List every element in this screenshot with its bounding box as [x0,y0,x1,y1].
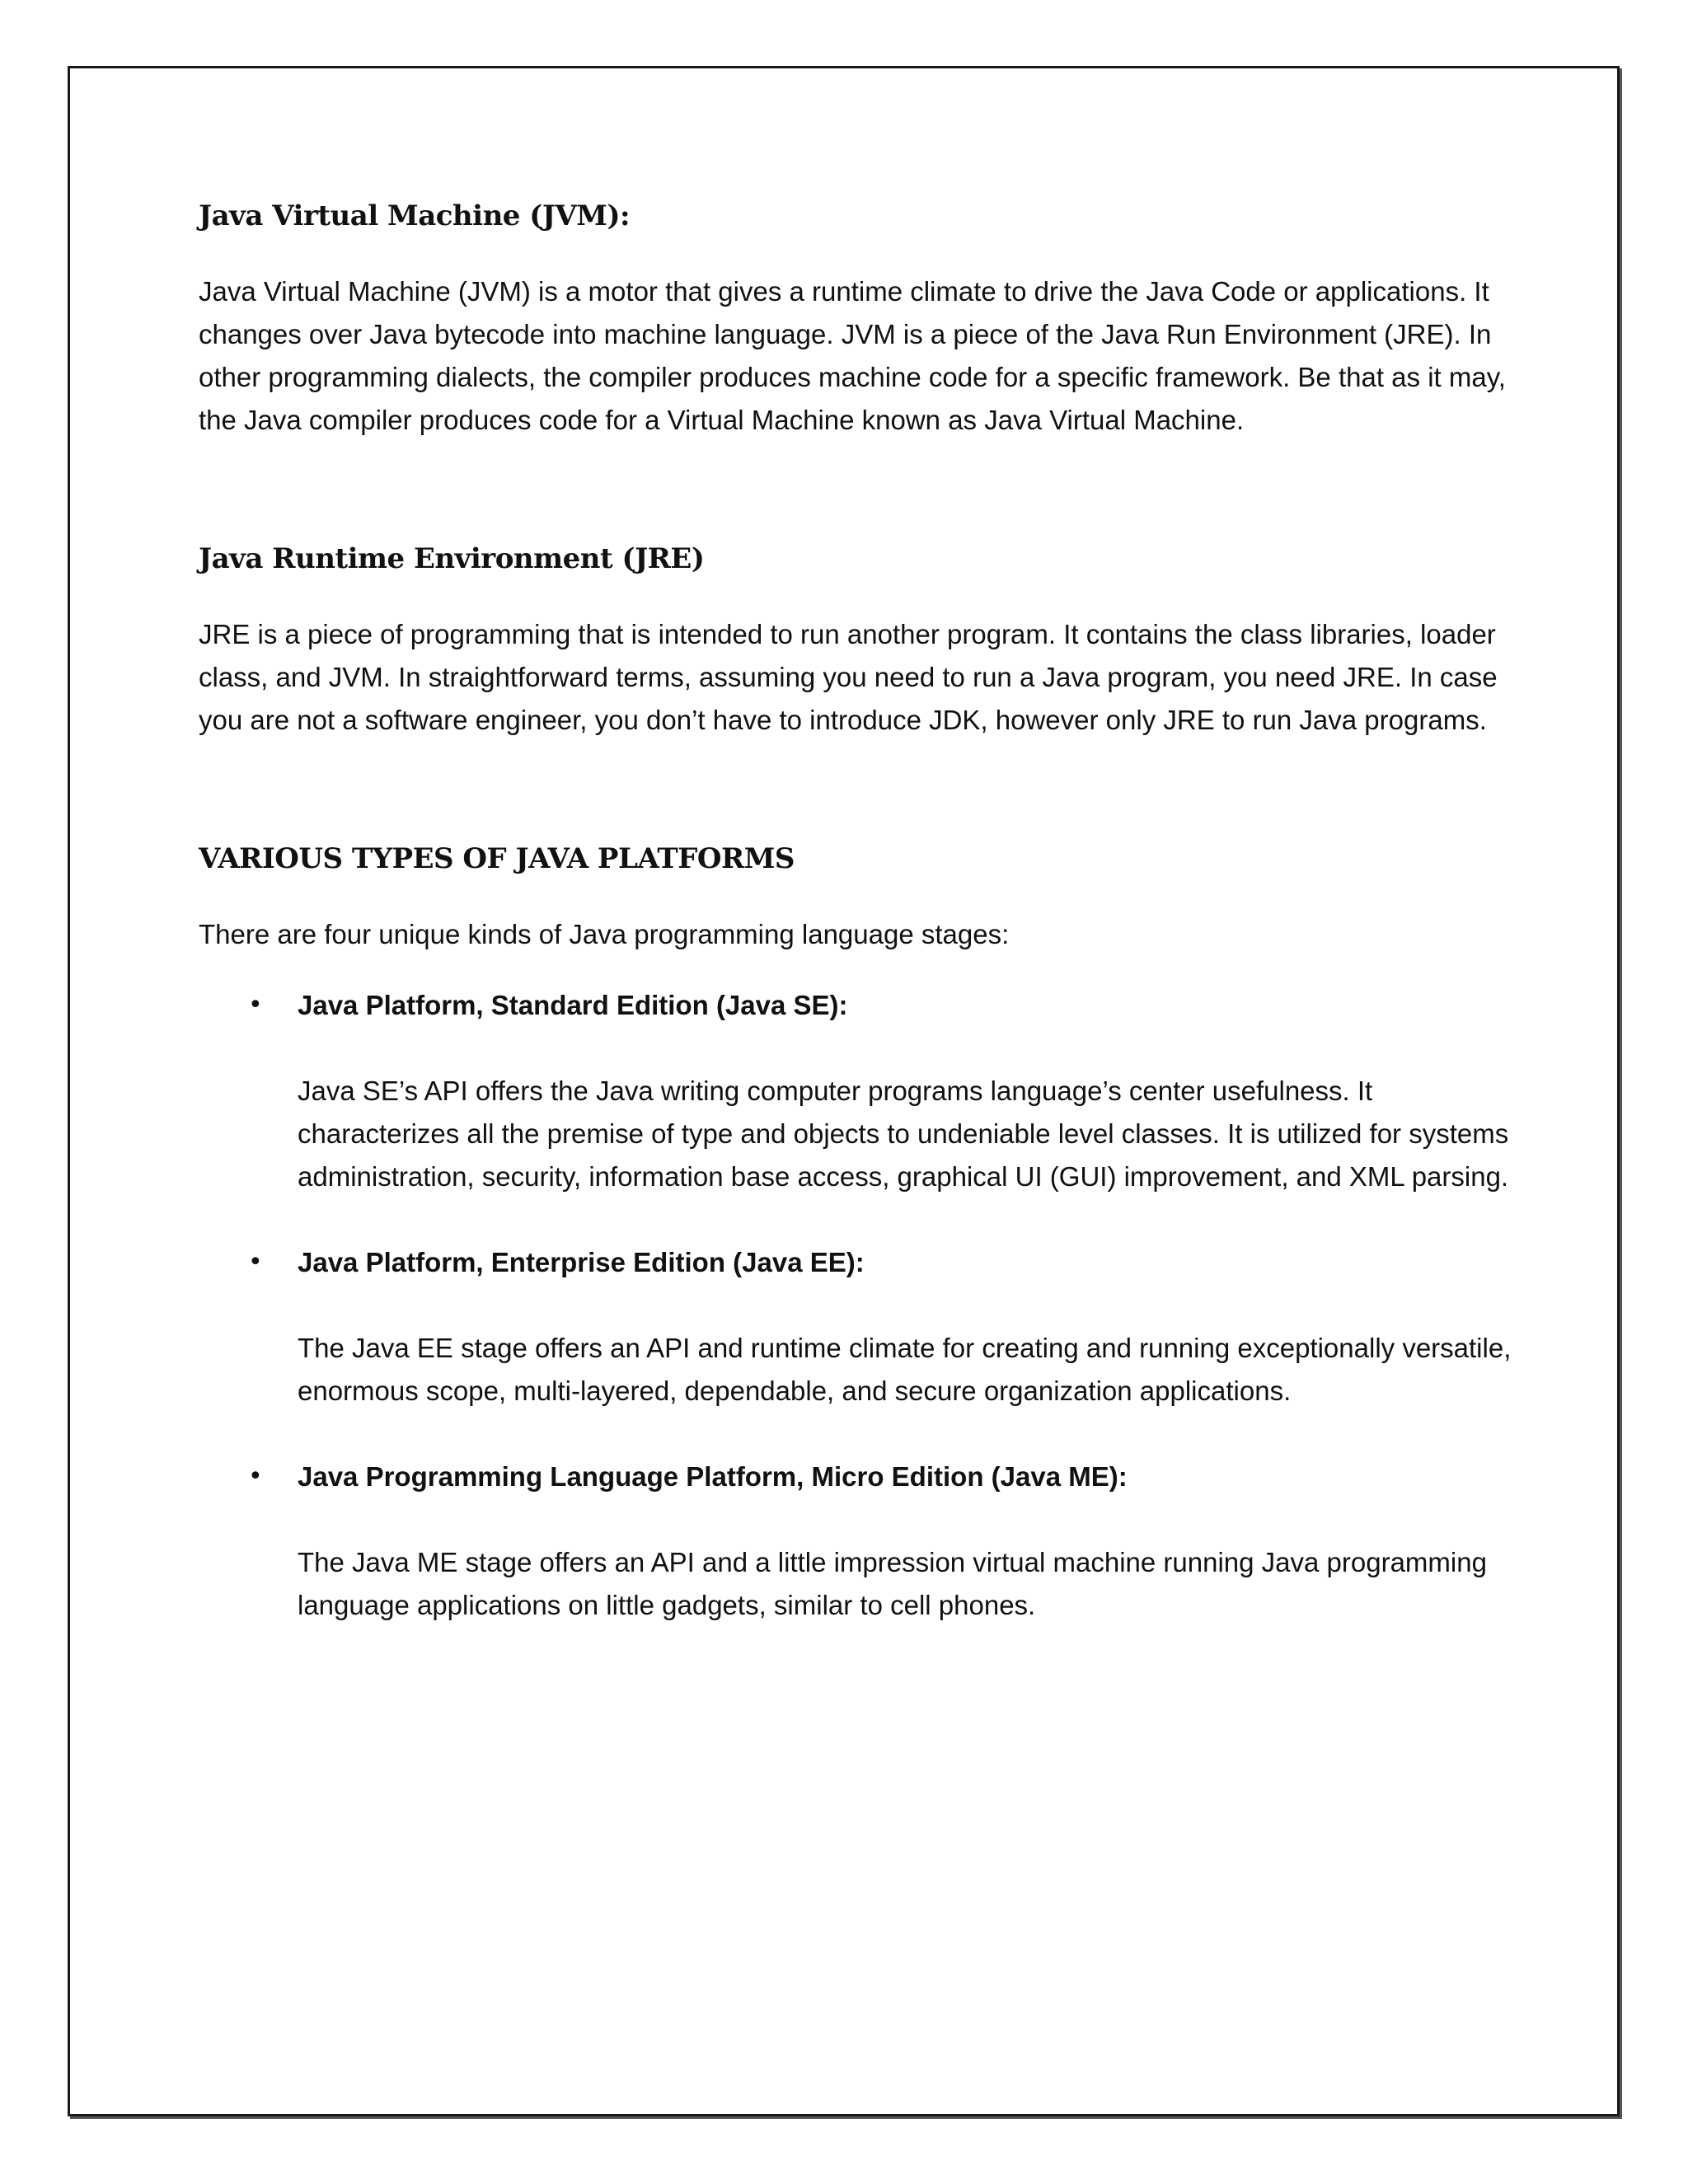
platforms-list [199,984,1517,1627]
document-content [199,198,1517,1627]
list-item-title: Java Platform, Enterprise Edition (Java EE): [298,1247,865,1277]
list-item [199,1455,1517,1627]
list-item-title: Java Platform, Standard Edition (Java SE): [298,990,848,1020]
bullet-icon: • [248,991,263,1019]
bullet-icon: • [248,1248,263,1277]
section-heading-jvm: Java Virtual Machine (JVM): [199,199,631,232]
list-item-body: Java SE’s API offers the Java writing computer programs language’s center usefulness. It characterizes all the premise of type and objects to undeniable level classes. It is utilized for systems administration, security, information base access, graphical UI (GUI) improvement, and XML parsing. [298,1076,1509,1192]
list-item [199,1241,1517,1413]
list-item [199,984,1517,1198]
section-heading-jre: Java Runtime Environment (JRE) [199,542,705,575]
section-body-jre: JRE is a piece of programming that is intended to run another program. It contains the class libraries, loader class, and JVM. In straightforward terms, assuming you need to run a Java program, you need JRE. In case you are not a software engineer, you don’t have to introduce JDK, however only JRE to run Java programs. [199,619,1498,735]
section-heading-platforms: VARIOUS TYPES OF JAVA PLATFORMS [199,842,795,875]
list-item-body: The Java ME stage offers an API and a little impression virtual machine running Java programming language applications on little gadgets, similar to cell phones. [298,1547,1487,1620]
list-item-body: The Java EE stage offers an API and runtime climate for creating and running exceptionally versatile, enormous scope, multi-layered, dependable, and secure organization applications. [298,1333,1512,1406]
list-item-title: Java Programming Language Platform, Micro Edition (Java ME): [298,1461,1128,1492]
bullet-icon: • [248,1462,263,1491]
section-body-jvm: Java Virtual Machine (JVM) is a motor that gives a runtime climate to drive the Java Code or applications. It changes over Java bytecode into machine language. JVM is a piece of the Java Run Environment (JRE). In other programming dialects, the compiler produces machine code for a specific framework. Be that as it may, the Java compiler produces code for a Virtual Machine known as Java Virtual Machine. [199,276,1506,435]
platforms-intro: There are four unique kinds of Java programming language stages: [199,919,1010,949]
